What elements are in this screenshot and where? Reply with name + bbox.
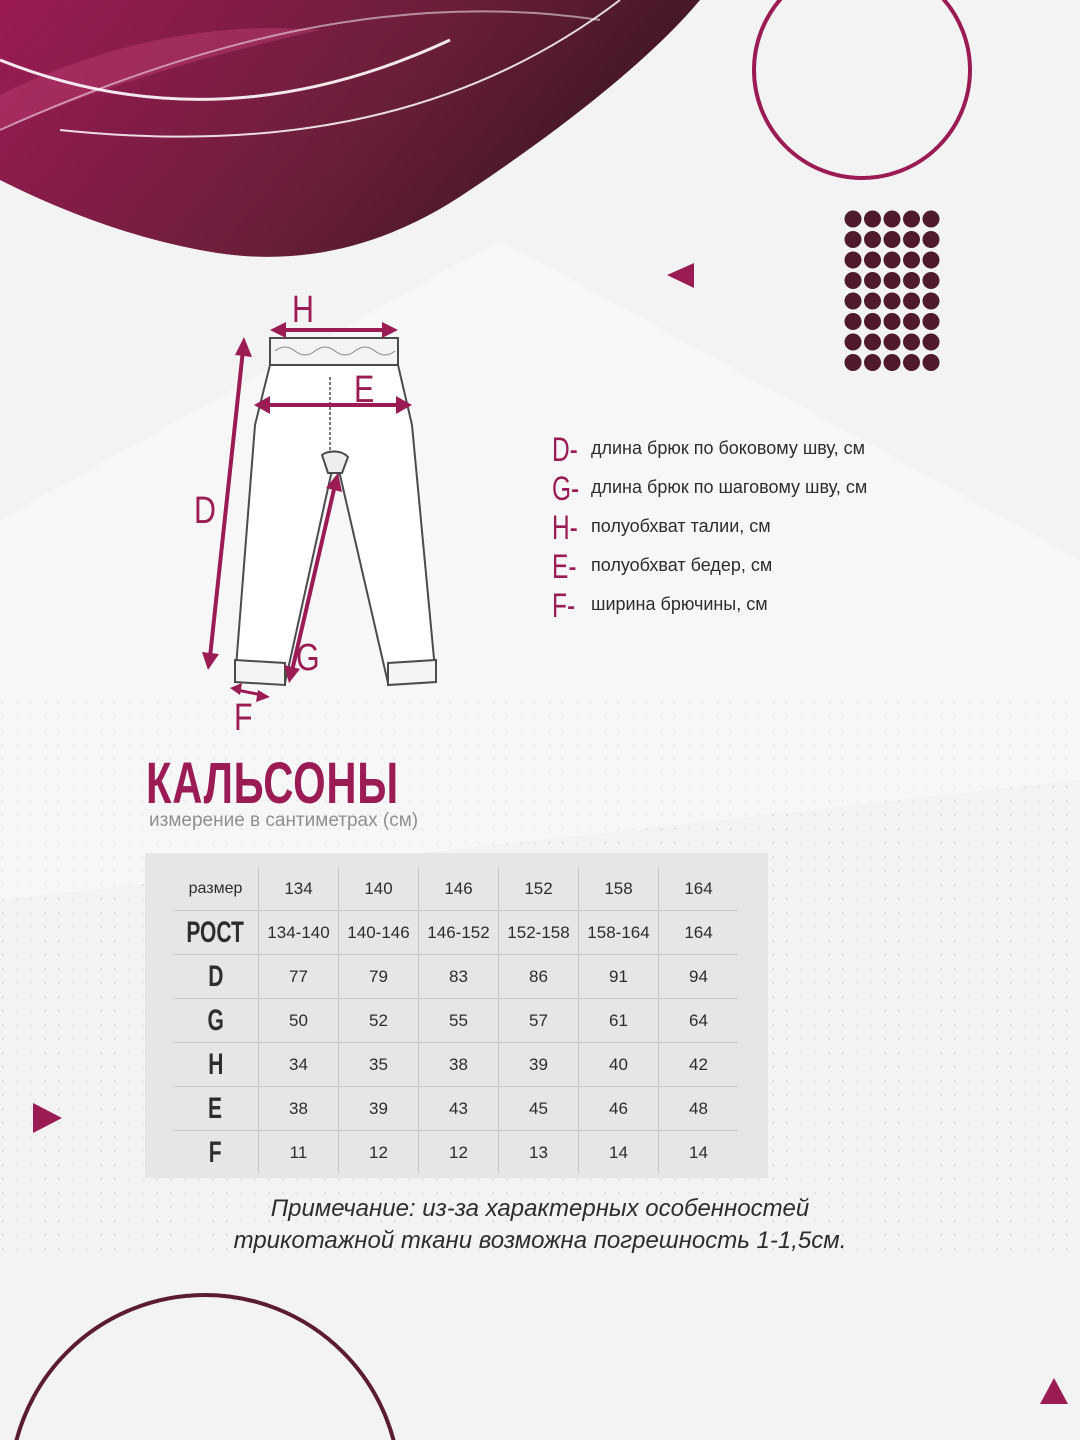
top-swoosh-shape bbox=[0, 0, 700, 257]
grid-dot bbox=[884, 231, 901, 248]
row-label-text: F bbox=[209, 1135, 222, 1169]
table-cell: 55 bbox=[419, 999, 499, 1043]
table-row bbox=[173, 1131, 738, 1175]
grid-dot bbox=[903, 252, 920, 269]
legend-letter: F- bbox=[552, 587, 576, 625]
triangle-decoration-bottom bbox=[1040, 1378, 1068, 1404]
table-cell: 94 bbox=[659, 955, 739, 999]
legend-text: ширина брючины, см bbox=[591, 594, 768, 614]
row-label bbox=[173, 911, 259, 955]
table-cell: 164 bbox=[659, 911, 739, 955]
grid-dot bbox=[903, 272, 920, 289]
table-cell: 12 bbox=[339, 1131, 419, 1175]
table-cell: 48 bbox=[659, 1087, 739, 1131]
table-cell: 158-164 bbox=[579, 911, 659, 955]
table-cell: 146-152 bbox=[419, 911, 499, 955]
page-subtitle: измерение в сантиметрах (см) bbox=[149, 810, 419, 831]
table-cell: 140-146 bbox=[339, 911, 419, 955]
grid-dot bbox=[845, 272, 862, 289]
table-cell: 14 bbox=[659, 1131, 739, 1175]
grid-dot bbox=[884, 313, 901, 330]
size-cell: 146 bbox=[419, 867, 499, 911]
grid-dot bbox=[845, 354, 862, 371]
grid-dot bbox=[845, 211, 862, 228]
top-right-ring bbox=[754, 0, 970, 178]
diagram-label-f: F bbox=[234, 697, 253, 739]
grid-dot bbox=[923, 313, 940, 330]
diagram-label-e: E bbox=[354, 369, 375, 411]
legend-letter: G- bbox=[552, 470, 580, 508]
table-cell: 83 bbox=[419, 955, 499, 999]
grid-dot bbox=[845, 334, 862, 351]
size-cell: 164 bbox=[659, 867, 739, 911]
table-cell: 91 bbox=[579, 955, 659, 999]
table-cell: 38 bbox=[419, 1043, 499, 1087]
grid-dot bbox=[903, 313, 920, 330]
note-line-1: Примечание: из-за характерных особенностей bbox=[270, 1195, 810, 1222]
row-label bbox=[173, 955, 259, 999]
table-row bbox=[173, 1087, 738, 1131]
legend-text: длина брюк по боковому шву, см bbox=[591, 438, 866, 458]
grid-dot bbox=[923, 334, 940, 351]
legend-letter: H- bbox=[552, 509, 578, 547]
triangle-decoration-right bbox=[667, 263, 694, 288]
table-header-row bbox=[173, 867, 738, 911]
row-label bbox=[173, 999, 259, 1043]
grid-dot bbox=[903, 334, 920, 351]
grid-dot bbox=[923, 293, 940, 310]
grid-dot bbox=[864, 293, 881, 310]
row-label-text: G bbox=[207, 1003, 224, 1037]
legend-letter: E- bbox=[552, 548, 577, 586]
row-label bbox=[173, 1043, 259, 1087]
grid-dot bbox=[864, 231, 881, 248]
table-cell: 11 bbox=[259, 1131, 339, 1175]
grid-dot bbox=[864, 272, 881, 289]
row-label-text: РОСТ bbox=[186, 915, 245, 949]
diagram-label-h: H bbox=[292, 289, 314, 331]
grid-dot bbox=[864, 334, 881, 351]
table-cell: 34 bbox=[259, 1043, 339, 1087]
table-cell: 35 bbox=[339, 1043, 419, 1087]
grid-dot bbox=[845, 252, 862, 269]
row-label-text: D bbox=[207, 959, 224, 993]
table-cell: 61 bbox=[579, 999, 659, 1043]
table-cell: 13 bbox=[499, 1131, 579, 1175]
size-cell: 134 bbox=[259, 867, 339, 911]
table-cell: 39 bbox=[499, 1043, 579, 1087]
legend-text: полуобхват талии, см bbox=[591, 516, 771, 536]
diagram-label-d: D bbox=[194, 490, 216, 532]
legend-letter: D- bbox=[552, 431, 578, 469]
grid-dot bbox=[884, 272, 901, 289]
table-cell: 43 bbox=[419, 1087, 499, 1131]
table-cell: 134-140 bbox=[259, 911, 339, 955]
grid-dot bbox=[884, 252, 901, 269]
grid-dot bbox=[903, 211, 920, 228]
grid-dot bbox=[864, 252, 881, 269]
table-cell: 79 bbox=[339, 955, 419, 999]
grid-dot bbox=[884, 334, 901, 351]
diagram-label-g: G bbox=[296, 637, 320, 679]
table-cell: 12 bbox=[419, 1131, 499, 1175]
pants-diagram bbox=[190, 285, 450, 739]
grid-dot bbox=[884, 211, 901, 228]
table-cell: 42 bbox=[659, 1043, 739, 1087]
size-cell: 140 bbox=[339, 867, 419, 911]
dot-grid-decoration bbox=[845, 211, 940, 372]
table-cell: 45 bbox=[499, 1087, 579, 1131]
grid-dot bbox=[884, 293, 901, 310]
table-cell: 57 bbox=[499, 999, 579, 1043]
pants-drawing bbox=[190, 285, 450, 735]
table-row bbox=[173, 955, 738, 999]
bottom-left-ring bbox=[10, 1295, 400, 1440]
legend-text: полуобхват бедер, см bbox=[591, 555, 773, 575]
legend-text: длина брюк по шаговому шву, см bbox=[591, 477, 868, 497]
grid-dot bbox=[923, 354, 940, 371]
grid-dot bbox=[923, 211, 940, 228]
grid-dot bbox=[864, 313, 881, 330]
size-table bbox=[173, 867, 738, 1174]
grid-dot bbox=[903, 231, 920, 248]
size-cell: 152 bbox=[499, 867, 579, 911]
note-line-2: трикотажной ткани возможна погрешность 1-1,5см. bbox=[233, 1227, 847, 1254]
grid-dot bbox=[923, 231, 940, 248]
table-cell: 152-158 bbox=[499, 911, 579, 955]
row-label bbox=[173, 1131, 259, 1175]
row-label bbox=[173, 1087, 259, 1131]
table-row bbox=[173, 999, 738, 1043]
table-row bbox=[173, 911, 738, 955]
grid-dot bbox=[903, 293, 920, 310]
grid-dot bbox=[864, 211, 881, 228]
table-header-label: размер bbox=[173, 867, 259, 911]
grid-dot bbox=[845, 293, 862, 310]
row-label-text: E bbox=[208, 1091, 223, 1125]
table-cell: 50 bbox=[259, 999, 339, 1043]
grid-dot bbox=[884, 354, 901, 371]
grid-dot bbox=[923, 252, 940, 269]
grid-dot bbox=[923, 272, 940, 289]
table-cell: 40 bbox=[579, 1043, 659, 1087]
table-cell: 14 bbox=[579, 1131, 659, 1175]
table-row bbox=[173, 1043, 738, 1087]
table-cell: 52 bbox=[339, 999, 419, 1043]
note-text bbox=[0, 1193, 1080, 1257]
table-cell: 38 bbox=[259, 1087, 339, 1131]
size-cell: 158 bbox=[579, 867, 659, 911]
table-cell: 86 bbox=[499, 955, 579, 999]
table-cell: 64 bbox=[659, 999, 739, 1043]
grid-dot bbox=[845, 231, 862, 248]
grid-dot bbox=[864, 354, 881, 371]
grid-dot bbox=[903, 354, 920, 371]
table-cell: 46 bbox=[579, 1087, 659, 1131]
page-title: КАЛЬСОНЫ bbox=[146, 751, 399, 816]
table-cell: 77 bbox=[259, 955, 339, 999]
grid-dot bbox=[845, 313, 862, 330]
table-cell: 39 bbox=[339, 1087, 419, 1131]
row-label-text: H bbox=[207, 1047, 224, 1081]
